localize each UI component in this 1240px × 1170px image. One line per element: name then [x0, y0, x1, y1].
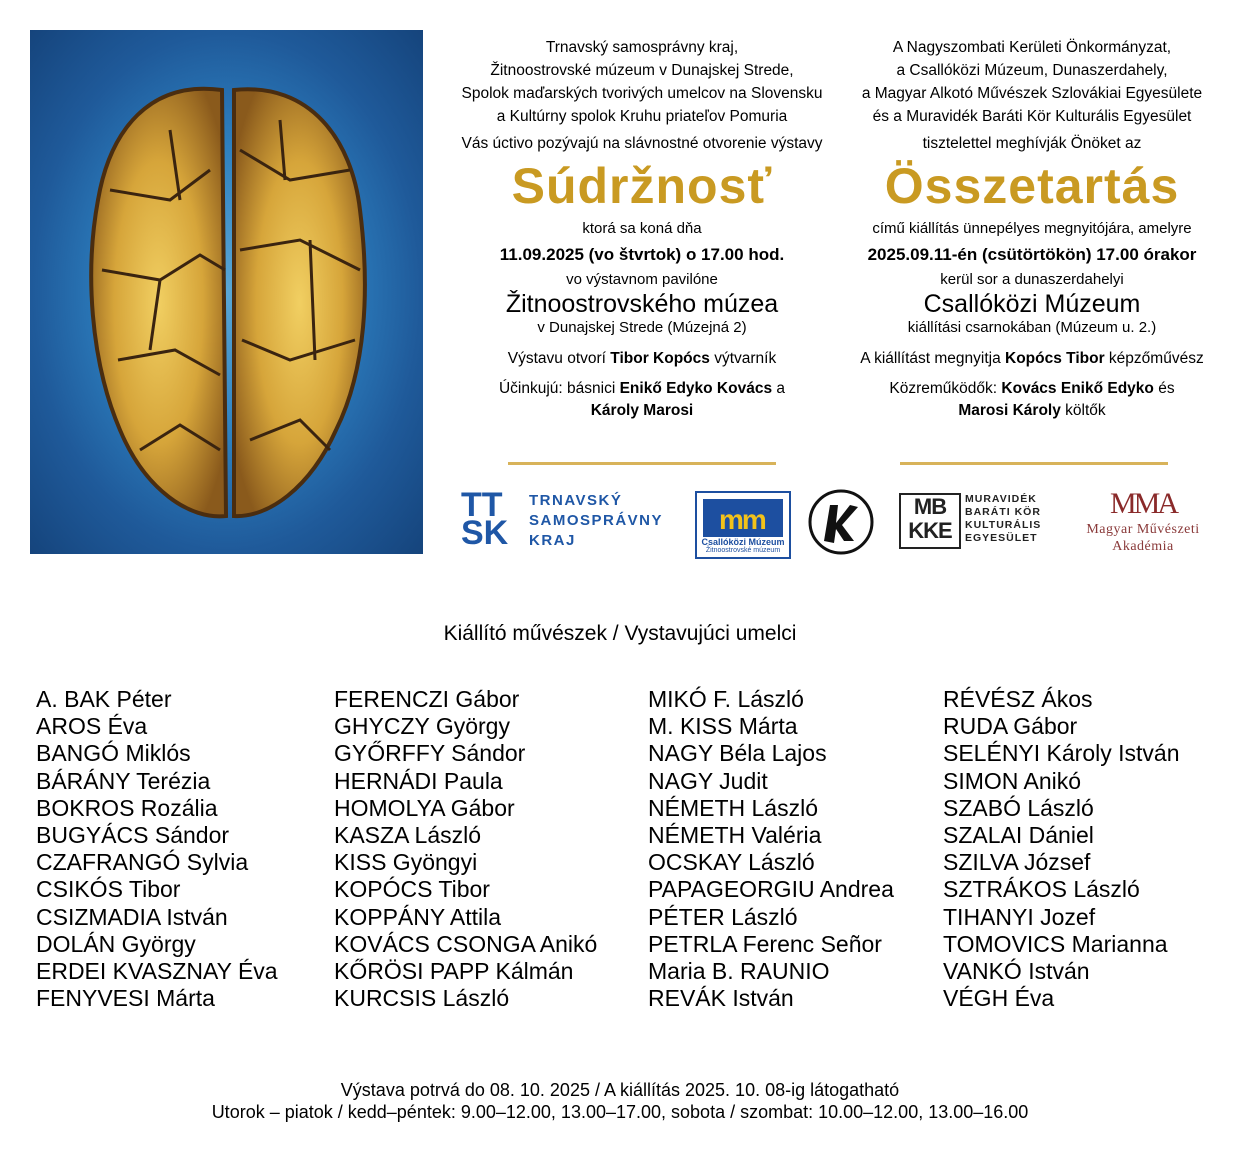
perf-mid: és: [1153, 380, 1175, 397]
artist-name: SZALAI Dániel: [943, 822, 1094, 849]
museum-name: Csallóközi Múzeum: [701, 537, 785, 547]
ttsk-mark-icon: [461, 486, 517, 552]
mbkke-line: MURAVIDÉK: [965, 493, 1037, 505]
brain-painting-image: [30, 30, 423, 554]
kruh-emblem-icon: [808, 489, 874, 555]
date-intro: ktorá sa koná dňa: [582, 220, 702, 237]
artist-name: PETRLA Ferenc Señor: [648, 930, 882, 957]
artist-name: PAPAGEORGIU Andrea: [648, 876, 894, 903]
opener-post: képzőművész: [1104, 350, 1204, 367]
artist-name: PÉTER László: [648, 903, 798, 930]
artist-column: [36, 686, 278, 1012]
kruh-logo: [808, 489, 874, 555]
venue-intro: kerül sor a dunaszerdahelyi: [940, 271, 1124, 288]
artist-name: NAGY Béla Lajos: [648, 740, 827, 767]
event-date: 2025.09.11-én (csütörtökön) 17.00 órakor: [867, 245, 1197, 264]
org-line: Trnavský samosprávny kraj,: [545, 39, 739, 56]
ttsk-line: TRNAVSKÝ: [529, 492, 623, 509]
artist-name: NÉMETH Valéria: [648, 822, 822, 849]
opener-line: [830, 348, 1234, 370]
artist-name: M. KISS Márta: [648, 713, 798, 740]
brain-map-painting: [30, 30, 423, 554]
artist-name: KASZA László: [334, 822, 482, 849]
artist-name: DOLÁN György: [36, 930, 196, 957]
venue-intro: vo výstavnom pavilóne: [566, 271, 718, 288]
hungarian-organizers: [830, 36, 1234, 128]
artist-name: OCSKAY László: [648, 849, 815, 876]
mbkke-line: KULTURÁLIS: [965, 519, 1042, 531]
slovak-organizers: [440, 36, 844, 128]
artist-name: MIKÓ F. László: [648, 686, 804, 712]
performer-name: Marosi Károly: [958, 402, 1061, 419]
divider-line: [900, 462, 1168, 465]
hungarian-invitation: [830, 36, 1234, 422]
artist-name: KURCSIS László: [334, 985, 510, 1012]
museum-mark: mm: [719, 504, 765, 535]
museum-mark-icon: [703, 499, 783, 537]
artist-name: REVÁK István: [648, 985, 794, 1012]
artist-name: BOKROS Rozália: [36, 794, 218, 821]
artist-name: HOMOLYA Gábor: [334, 794, 515, 821]
opening-hours: Utorok – piatok / kedd–péntek: 9.00–12.00, 13.00–17.00, sobota / szombat: 10.00–12.00, 13.00–16.00: [211, 1102, 1029, 1122]
exhibition-title: Összetartás: [884, 158, 1180, 214]
artist-name: ERDEI KVASZNAY Éva: [36, 958, 278, 985]
performer-name: Kovács Enikő Edyko: [1001, 380, 1154, 397]
artist-column: [334, 686, 597, 1012]
sponsor-logos: [455, 487, 1215, 562]
artist-name: FENYVESI Márta: [36, 985, 215, 1012]
artist-name: FERENCZI Gábor: [334, 686, 520, 712]
org-line: Spolok maďarských tvorivých umelcov na Slovensku: [461, 85, 823, 102]
artist-name: SZTRÁKOS László: [943, 876, 1140, 903]
artist-name: BANGÓ Miklós: [36, 740, 191, 767]
mma-logo: [1083, 487, 1203, 555]
artist-name: KOPÓCS Tibor: [334, 876, 490, 903]
org-line: és a Muravidék Baráti Kör Kulturális Egyesület: [872, 108, 1192, 125]
artist-name: CSIKÓS Tibor: [36, 876, 181, 903]
ttsk-line: SAMOSPRÁVNY: [529, 512, 664, 529]
csallokozi-muzeum-logo: [695, 491, 791, 559]
artist-name: NAGY Judit: [648, 767, 768, 794]
artist-name: Maria B. RAUNIO: [648, 958, 830, 985]
exhibition-title: Súdržnosť: [511, 158, 773, 214]
date-intro: című kiállítás ünnepélyes megnyitójára, amelyre: [872, 220, 1192, 237]
mma-mark-icon: MMA: [1109, 487, 1176, 520]
artist-name: KOPPÁNY Attila: [334, 903, 502, 930]
artist-name: SELÉNYI Károly István: [943, 740, 1180, 767]
opener-pre: A kiállítást megnyitja: [860, 350, 1006, 367]
mma-line: Magyar Művészeti: [1086, 522, 1200, 537]
artist-name: CZAFRANGÓ Sylvia: [36, 849, 249, 876]
perf-pre: Közreműködők:: [889, 380, 1002, 397]
artist-name: KŐRÖSI PAPP Kálmán: [334, 958, 574, 985]
venue-name: Csallóközi Múzeum: [923, 290, 1141, 318]
performer-name: Enikő Edyko Kovács: [619, 380, 773, 397]
performers-line: [440, 378, 844, 422]
mbkke-mark-icon: [899, 493, 961, 549]
opener-pre: Výstavu otvorí: [507, 350, 611, 367]
artist-name: KISS Gyöngyi: [334, 849, 478, 876]
performers-line: [830, 378, 1234, 422]
artist-name: NÉMETH László: [648, 794, 818, 821]
museum-subname: Žitnoostrovské múzeum: [705, 547, 781, 554]
artist-name: CSIZMADIA István: [36, 903, 228, 930]
artist-name: SIMON Anikó: [943, 767, 1082, 794]
artist-name: RÉVÉSZ Ákos: [943, 686, 1093, 712]
event-date: 11.09.2025 (vo štvrtok) o 17.00 hod.: [499, 245, 785, 264]
mbkke-line: BARÁTI KÖR: [965, 506, 1041, 518]
opener-line: [440, 348, 844, 370]
artist-name: BÁRÁNY Terézia: [36, 767, 211, 794]
artist-name: RUDA Gábor: [943, 713, 1078, 740]
slovak-invitation: [440, 36, 844, 422]
ttsk-line: KRAJ: [529, 532, 576, 549]
performer-name: Károly Marosi: [590, 402, 694, 419]
artist-name: TOMOVICS Marianna: [943, 930, 1168, 957]
opener-post: výtvarník: [709, 350, 777, 367]
artist-name: SZABÓ László: [943, 794, 1094, 821]
footer: [0, 1079, 1240, 1123]
mbkke-line: EGYESÜLET: [965, 532, 1038, 544]
artist-column: [943, 686, 1180, 1012]
venue-address: kiállítási csarnokában (Múzeum u. 2.): [907, 319, 1157, 336]
invite-text: tisztelettel meghívják Önöket az: [922, 135, 1142, 152]
org-line: a Csallóközi Múzeum, Dunaszerdahely,: [896, 62, 1168, 79]
org-line: a Kultúrny spolok Kruhu priateľov Pomuria: [496, 108, 788, 125]
venue-name: Žitnoostrovského múzea: [505, 290, 779, 318]
artist-name: KOVÁCS CSONGA Anikó: [334, 930, 598, 957]
artist-name: VÉGH Éva: [943, 985, 1055, 1012]
artists-heading: Kiállító művészek / Vystavujúci umelci: [443, 622, 797, 645]
opener-name: Kopócs Tibor: [1005, 350, 1105, 367]
org-line: A Nagyszombati Kerületi Önkormányzat,: [892, 39, 1172, 56]
artist-name: TIHANYI Jozef: [943, 903, 1096, 930]
opener-name: Tibor Kopócs: [610, 350, 710, 367]
artist-name: BUGYÁCS Sándor: [36, 822, 230, 849]
org-line: Žitnoostrovské múzeum v Dunajskej Strede,: [490, 62, 794, 79]
artist-name: GYŐRFFY Sándor: [334, 740, 526, 767]
mbkke-mark-line: KKE: [908, 518, 952, 543]
ttsk-text: [529, 491, 663, 551]
artist-name: AROS Éva: [36, 713, 148, 740]
artist-name: HERNÁDI Paula: [334, 767, 503, 794]
artist-name: GHYCZY György: [334, 713, 510, 740]
mbkke-text: [965, 493, 1041, 545]
ttsk-mark-bottom: SK: [461, 514, 509, 552]
artist-name: SZILVA József: [943, 849, 1091, 876]
ttsk-mark-top: TT: [461, 486, 503, 524]
artist-column: [648, 686, 894, 1012]
invite-text: Vás úctivo pozývajú na slávnostné otvorenie výstavy: [461, 135, 823, 152]
venue-address: v Dunajskej Strede (Múzejná 2): [537, 319, 747, 336]
mma-line: Akadémia: [1112, 539, 1174, 554]
divider-line: [508, 462, 776, 465]
org-line: a Magyar Alkotó Művészek Szlovákiai Egyesülete: [861, 85, 1203, 102]
artist-name: A. BAK Péter: [36, 686, 172, 712]
exhibition-duration: Výstava potrvá do 08. 10. 2025 / A kiállítás 2025. 10. 08-ig látogatható: [340, 1080, 900, 1100]
perf-post: költők: [1060, 402, 1106, 419]
perf-pre: Účinkujú: básnici: [498, 380, 620, 397]
artist-name: VANKÓ István: [943, 958, 1090, 985]
perf-mid: a: [772, 380, 786, 397]
mbkke-mark-line: MB: [913, 494, 947, 519]
